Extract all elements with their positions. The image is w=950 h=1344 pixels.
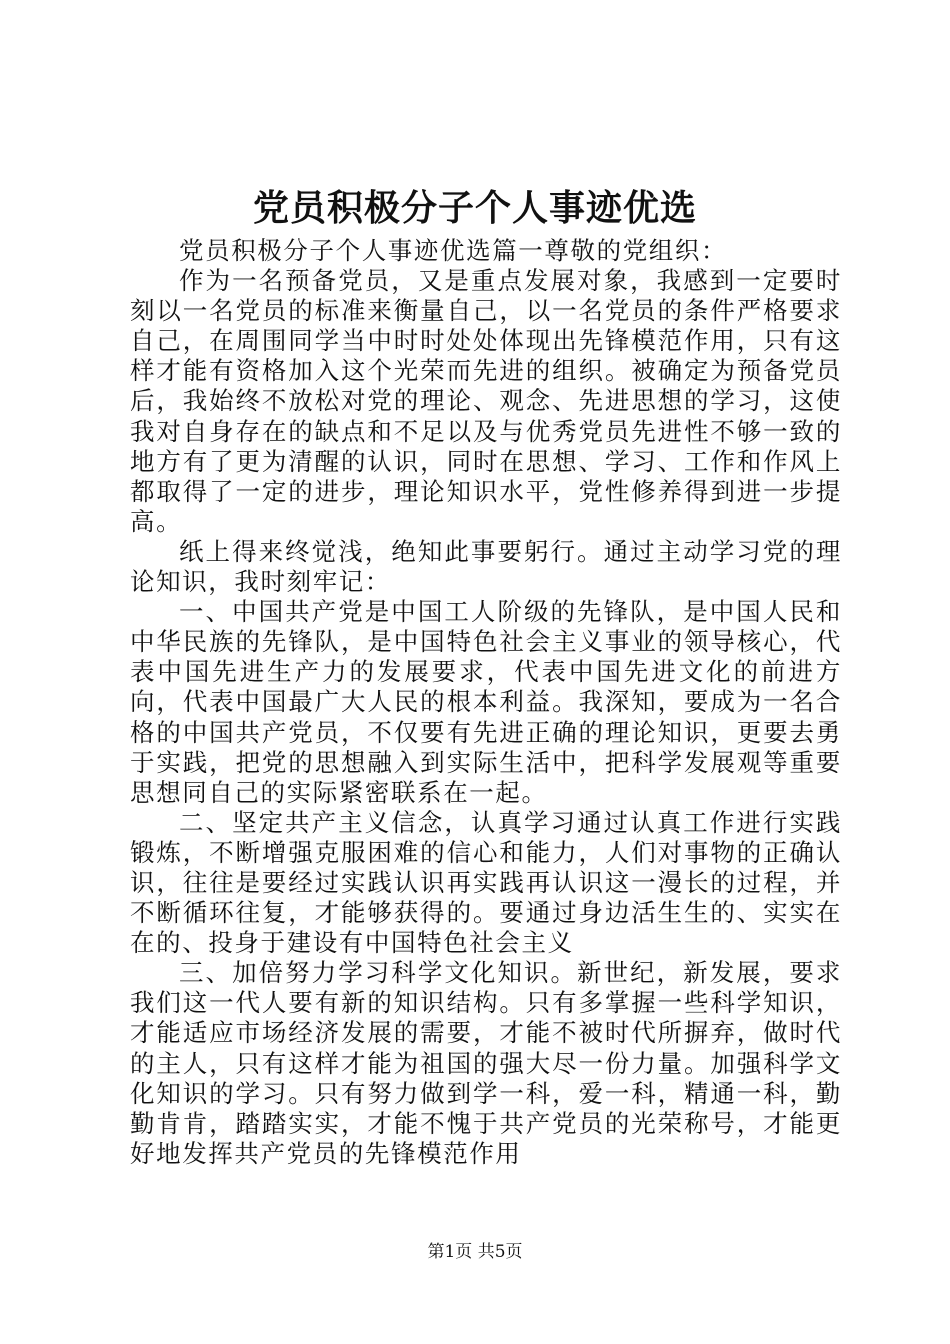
paragraph-point-2: 二、坚定共产主义信念，认真学习通过认真工作进行实践锻炼，不断增强克服困难的信心和能力，人们对事物的正确认识，往往是要经过实践认识再实践再认识这一漫长的过程，并不断循环往复，才能够获得的。要通过身边活生生的、实实在在的、投身于建设有中国特色社会主义 <box>130 807 842 958</box>
paragraph-point-3: 三、加倍努力学习科学文化知识。新世纪，新发展，要求我们这一代人要有新的知识结构。只有多掌握一些科学知识，才能适应市场经济发展的需要，才能不被时代所摒弃，做时代的主人，只有这样才能为祖国的强大尽一份力量。加强科学文化知识的学习。只有努力做到学一科，爱一科，精通一科，勤勤肯肯，踏踏实实，才能不愧于共产党员的光荣称号，才能更好地发挥共产党员的先锋模范作用 <box>130 958 842 1168</box>
paragraph-point-1: 一、中国共产党是中国工人阶级的先锋队，是中国人民和中华民族的先锋队，是中国特色社会主义事业的领导核心，代表中国先进生产力的发展要求，代表中国先进文化的前进方向，代表中国最广大人民的根本利益。我深知，要成为一名合格的中国共产党员，不仅要有先进正确的理论知识，更要去勇于实践，把党的思想融入到实际生活中，把科学发展观等重要思想同自己的实际紧密联系在一起。 <box>130 597 842 807</box>
page-footer: 第1页 共5页 <box>427 1242 523 1262</box>
page-title: 党员积极分子个人事迹优选 <box>252 187 697 229</box>
paragraph-2: 纸上得来终觉浅，绝知此事要躬行。通过主动学习党的理论知识，我时刻牢记： <box>130 536 842 597</box>
document-body <box>130 236 842 1169</box>
paragraph-intro: 党员积极分子个人事迹优选篇一尊敬的党组织： <box>179 236 728 265</box>
paragraph-1: 作为一名预备党员，又是重点发展对象，我感到一定要时刻以一名党员的标准来衡量自己，以一名党员的条件严格要求自己，在周围同学当中时时处处体现出先锋模范作用，只有这样才能有资格加入这个光荣而先进的组织。被确定为预备党员后，我始终不放松对党的理论、观念、先进思想的学习，这使我对自身存在的缺点和不足以及与优秀党员先进性不够一致的地方有了更为清醒的认识，同时在思想、学习、工作和作风上都取得了一定的进步，理论知识水平，党性修养得到进一步提高。 <box>130 266 842 536</box>
